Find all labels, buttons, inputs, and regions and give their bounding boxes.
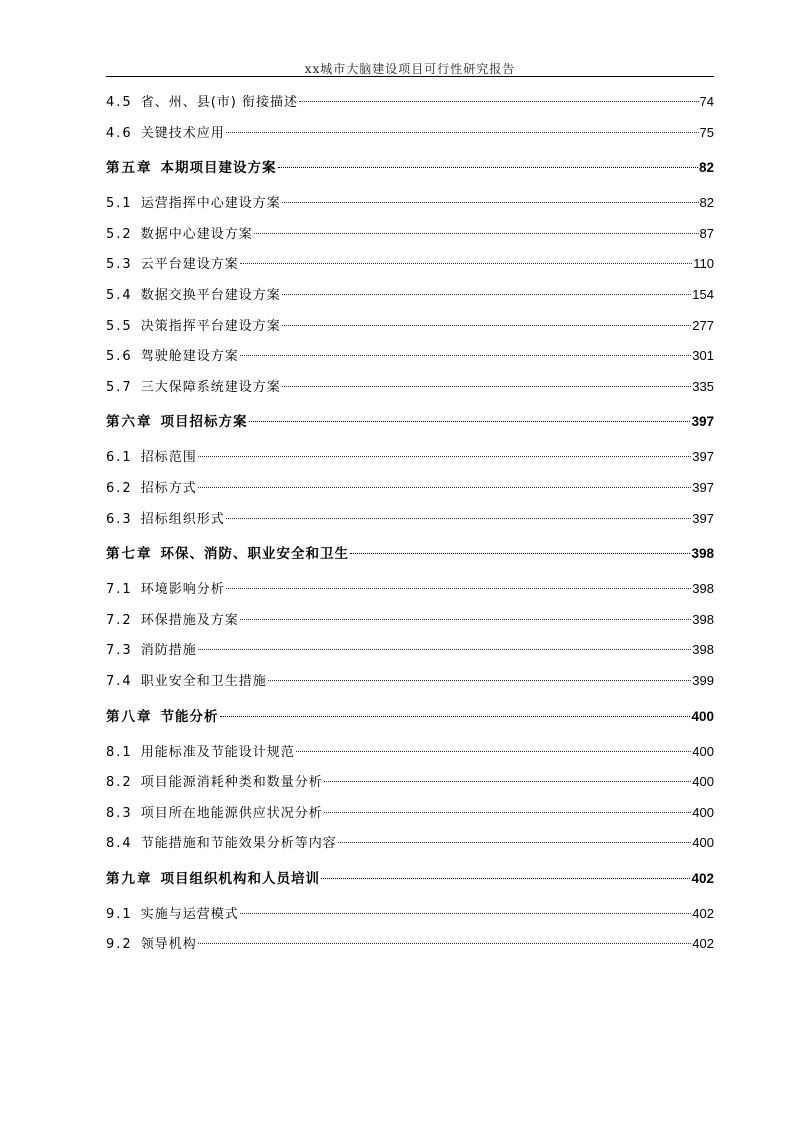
- toc-entry-number: 7.2: [106, 612, 133, 628]
- toc-leader-dots: [226, 132, 699, 133]
- toc-entry-number: 8.2: [106, 775, 133, 791]
- toc-entry-page-number: 402: [692, 936, 714, 952]
- toc-entry-page-number: 398: [692, 642, 714, 658]
- toc-leader-dots: [198, 487, 692, 488]
- toc-leader-dots: [240, 913, 692, 914]
- toc-section-entry[interactable]: [106, 219, 714, 250]
- toc-entry-number: 6.1: [106, 450, 133, 466]
- toc-entry-title: 招标范围: [140, 450, 197, 466]
- toc-section-entry[interactable]: [106, 828, 714, 859]
- toc-entry-page-number: 399: [692, 672, 714, 688]
- toc-leader-dots: [278, 167, 698, 168]
- toc-entry-page-number: 397: [692, 510, 714, 526]
- toc-leader-dots: [282, 386, 692, 387]
- toc-entry-page-number: 397: [692, 449, 714, 465]
- toc-entry-title: 节能措施和节能效果分析等内容: [140, 836, 337, 852]
- toc-leader-dots: [240, 619, 692, 620]
- toc-entry-title: 环保措施及方案: [140, 612, 239, 628]
- toc-entry-title: 决策指挥平台建设方案: [140, 318, 281, 334]
- toc-entry-page-number: 75: [699, 124, 714, 140]
- toc-leader-dots: [249, 421, 691, 422]
- toc-section-entry[interactable]: [106, 188, 714, 219]
- toc-entry-number: 4.5: [106, 95, 133, 110]
- toc-entry-title: 招标方式: [140, 480, 197, 496]
- toc-entry-number: 第七章: [106, 546, 153, 563]
- toc-entry-number: 5.1: [106, 196, 133, 212]
- toc-leader-dots: [282, 202, 699, 203]
- toc-entry-page-number: 110: [693, 256, 714, 272]
- toc-section-entry[interactable]: [106, 504, 714, 535]
- toc-entry-title: 职业安全和卫生措施: [140, 673, 267, 689]
- toc-entry-number: 第八章: [106, 708, 153, 725]
- toc-entry-title: 招标组织形式: [140, 511, 225, 527]
- toc-section-entry[interactable]: [106, 666, 714, 697]
- toc-leader-dots: [350, 553, 690, 554]
- toc-entry-page-number: 400: [692, 774, 714, 790]
- toc-leader-dots: [198, 649, 692, 650]
- toc-leader-dots: [240, 263, 693, 264]
- toc-entry-page-number: 400: [692, 743, 714, 759]
- toc-entry-page-number: 400: [692, 804, 714, 820]
- toc-section-entry[interactable]: [106, 87, 714, 118]
- toc-entry-title: 环境影响分析: [140, 582, 225, 598]
- toc-entry-title: 用能标准及节能设计规范: [140, 744, 295, 760]
- toc-entry-number: 第五章: [106, 160, 153, 177]
- toc-entry-page-number: 402: [692, 905, 714, 921]
- toc-leader-dots: [220, 716, 691, 717]
- toc-entry-number: 第九章: [106, 870, 153, 887]
- toc-entry-page-number: 397: [691, 414, 714, 430]
- toc-entry-number: 5.2: [106, 226, 133, 242]
- toc-leader-dots: [226, 518, 692, 519]
- toc-entry-title: 实施与运营模式: [140, 906, 239, 922]
- toc-entry-number: 第六章: [106, 414, 153, 431]
- toc-leader-dots: [254, 233, 699, 234]
- toc-section-entry[interactable]: [106, 341, 714, 372]
- toc-entry-title: 领导机构: [140, 937, 197, 953]
- toc-entry-page-number: 277: [692, 317, 714, 333]
- toc-section-entry[interactable]: [106, 605, 714, 636]
- toc-entry-title: 本期项目建设方案: [160, 160, 277, 177]
- toc-leader-dots: [282, 294, 692, 295]
- toc-entry-number: 5.7: [106, 379, 133, 395]
- toc-leader-dots: [198, 456, 692, 457]
- toc-section-entry[interactable]: [106, 280, 714, 311]
- toc-entry-title: 环保、消防、职业安全和卫生: [160, 546, 349, 563]
- toc-leader-dots: [299, 101, 699, 102]
- toc-entry-title: 三大保障系统建设方案: [140, 379, 281, 395]
- toc-entry-title: 项目组织机构和人员培训: [160, 870, 320, 887]
- toc-entry-number: 5.3: [106, 257, 133, 273]
- toc-entry-title: 项目能源消耗种类和数量分析: [140, 775, 323, 791]
- toc-entry-title: 数据交换平台建设方案: [140, 287, 281, 303]
- toc-entry-number: 9.1: [106, 906, 133, 922]
- toc-leader-dots: [226, 588, 692, 589]
- toc-entry-number: 9.2: [106, 937, 133, 953]
- toc-chapter-entry[interactable]: [106, 697, 714, 737]
- toc-entry-title: 省、州、县(市) 衔接描述: [140, 95, 298, 110]
- toc-entry-title: 项目招标方案: [160, 414, 248, 431]
- toc-entry-page-number: 398: [692, 611, 714, 627]
- toc-entry-page-number: 87: [699, 225, 714, 241]
- toc-leader-dots: [198, 943, 692, 944]
- toc-entry-number: 7.4: [106, 673, 133, 689]
- toc-entry-title: 数据中心建设方案: [140, 226, 253, 242]
- toc-entry-page-number: 398: [692, 581, 714, 597]
- toc-entry-number: 8.3: [106, 805, 133, 821]
- toc-entry-page-number: 400: [692, 835, 714, 851]
- toc-entry-page-number: 301: [692, 348, 714, 364]
- toc-chapter-entry[interactable]: [106, 859, 714, 899]
- toc-leader-dots: [268, 680, 692, 681]
- header-divider: [106, 76, 714, 77]
- toc-section-entry[interactable]: [106, 442, 714, 473]
- toc-section-entry[interactable]: [106, 737, 714, 768]
- toc-section-entry[interactable]: [106, 311, 714, 342]
- toc-entry-page-number: 335: [692, 378, 714, 394]
- toc-section-entry[interactable]: [106, 929, 714, 960]
- toc-entry-page-number: 402: [691, 870, 714, 886]
- toc-entry-title: 关键技术应用: [140, 125, 225, 141]
- toc-entry-number: 8.1: [106, 744, 133, 760]
- toc-entry-number: 7.1: [106, 582, 133, 598]
- toc-entry-title: 节能分析: [160, 708, 219, 725]
- toc-entry-page-number: 398: [691, 546, 714, 562]
- toc-section-entry[interactable]: [106, 635, 714, 666]
- toc-section-entry[interactable]: [106, 767, 714, 798]
- toc-entry-number: 6.2: [106, 480, 133, 496]
- toc-section-entry[interactable]: [106, 372, 714, 403]
- toc-entry-page-number: 400: [691, 708, 714, 724]
- toc-section-entry[interactable]: [106, 798, 714, 829]
- toc-entry-number: 7.3: [106, 643, 133, 659]
- toc-entry-number: 5.4: [106, 287, 133, 303]
- toc-entry-title: 云平台建设方案: [140, 257, 239, 273]
- toc-leader-dots: [282, 325, 692, 326]
- toc-entry-title: 运营指挥中心建设方案: [140, 196, 281, 212]
- toc-entry-number: 4.6: [106, 125, 133, 141]
- toc-leader-dots: [324, 812, 692, 813]
- toc-leader-dots: [321, 878, 690, 879]
- toc-entry-number: 5.5: [106, 318, 133, 334]
- toc-entry-number: 8.4: [106, 836, 133, 852]
- toc-entry-page-number: 397: [692, 479, 714, 495]
- toc-leader-dots: [296, 751, 692, 752]
- toc-chapter-entry[interactable]: [106, 148, 714, 188]
- toc-chapter-entry[interactable]: [106, 402, 714, 442]
- toc-section-entry[interactable]: [106, 473, 714, 504]
- toc-entry-title: 驾驶舱建设方案: [140, 349, 239, 365]
- toc-entry-number: 5.6: [106, 349, 133, 365]
- toc-entry-title: 消防措施: [140, 643, 197, 659]
- toc-leader-dots: [324, 781, 692, 782]
- toc-section-entry[interactable]: [106, 118, 714, 149]
- page-header-title: xx城市大脑建设项目可行性研究报告: [304, 62, 516, 76]
- toc-entry-number: 6.3: [106, 511, 133, 527]
- toc-entry-page-number: 82: [699, 195, 714, 211]
- toc-section-entry[interactable]: [106, 574, 714, 605]
- toc-entry-page-number: 74: [699, 94, 714, 109]
- table-of-contents: [106, 87, 714, 960]
- toc-leader-dots: [338, 842, 692, 843]
- toc-entry-page-number: 154: [692, 286, 714, 302]
- toc-entry-page-number: 82: [698, 160, 714, 176]
- toc-chapter-entry[interactable]: [106, 534, 714, 574]
- toc-section-entry[interactable]: [106, 249, 714, 280]
- toc-leader-dots: [240, 355, 692, 356]
- toc-entry-title: 项目所在地能源供应状况分析: [140, 805, 323, 821]
- toc-section-entry[interactable]: [106, 899, 714, 930]
